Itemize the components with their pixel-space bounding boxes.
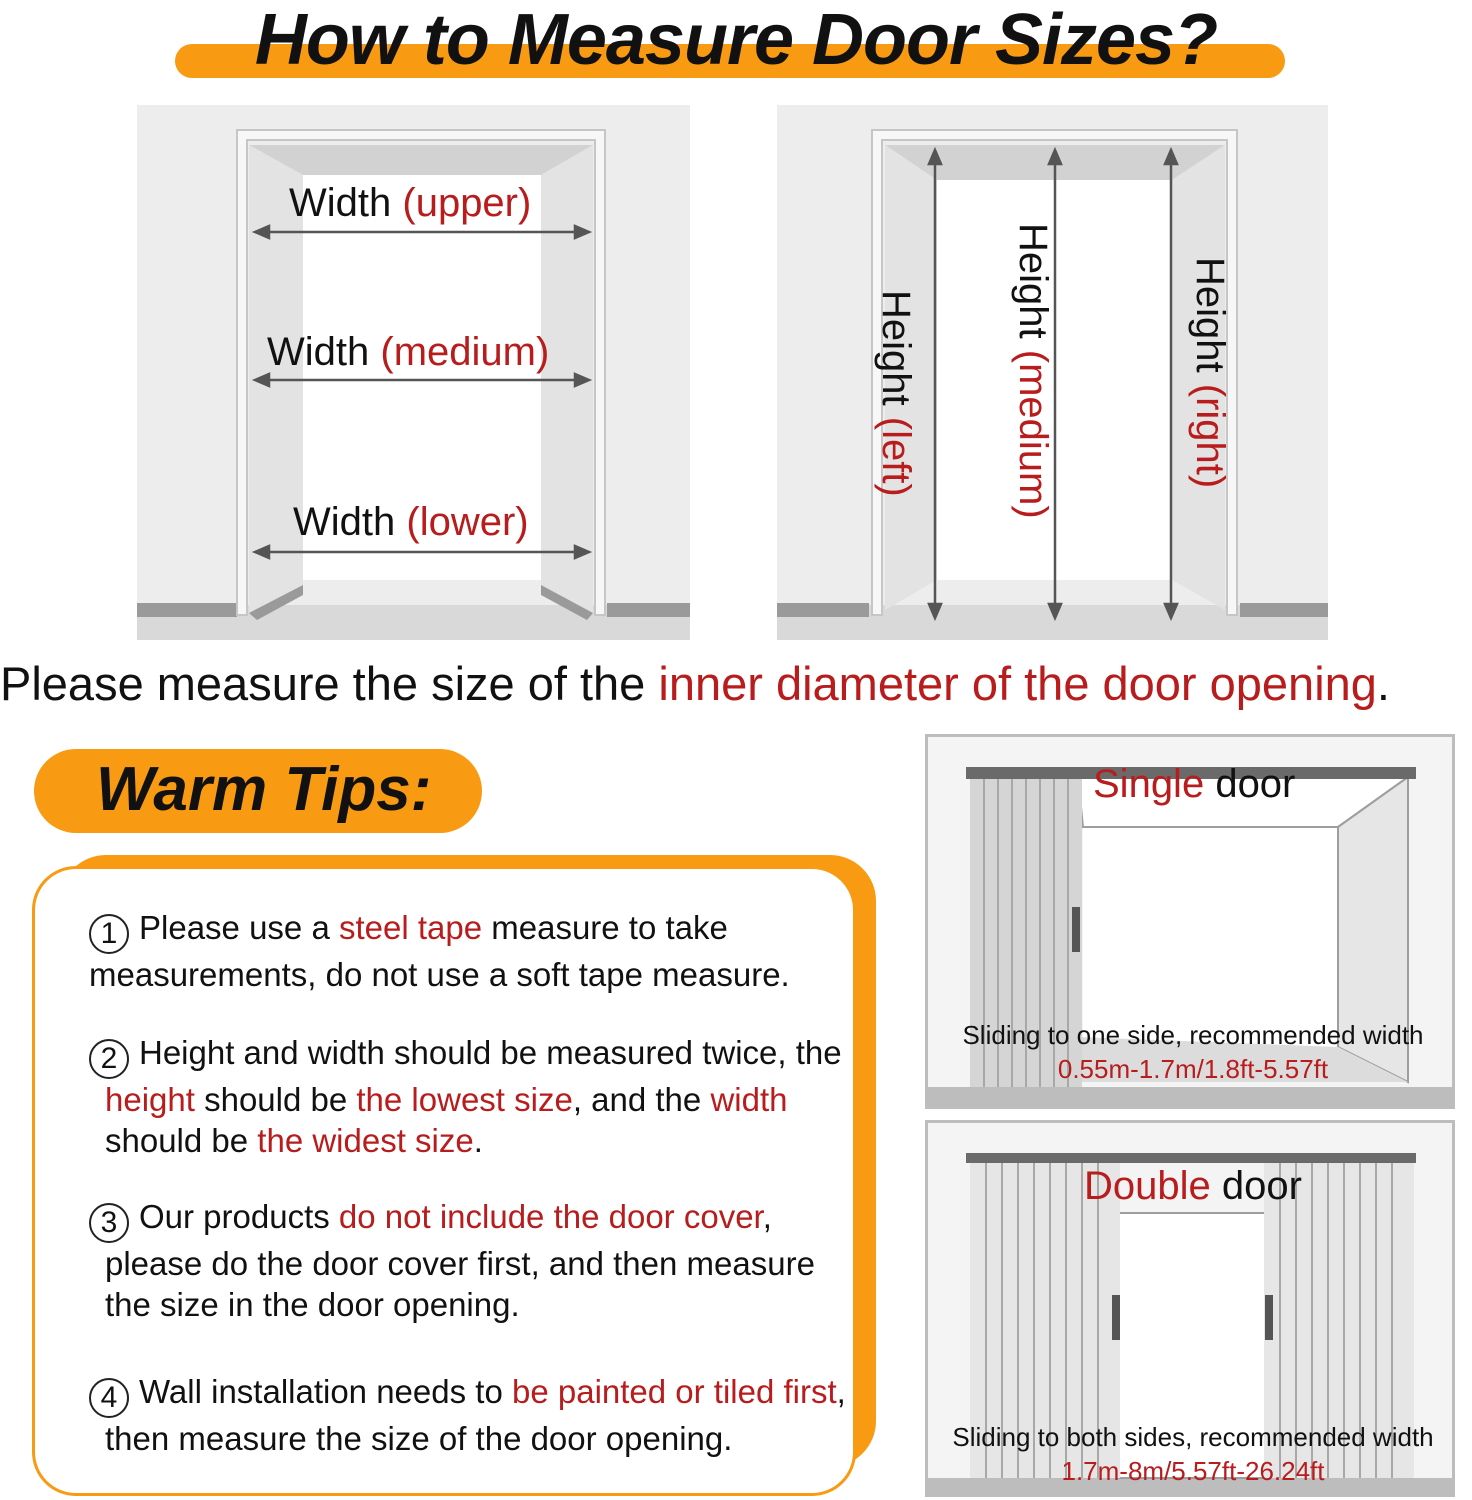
- height-right-label: Height (right): [1188, 257, 1232, 489]
- single-door-panel: [925, 734, 1455, 1109]
- height-left-label: Height (left): [874, 290, 918, 497]
- width-lower-label: Width (lower): [293, 500, 529, 544]
- measure-instruction: Please measure the size of the inner diameter of the door opening.: [0, 657, 1390, 710]
- tip-1: 1 Please use a steel tape measure to take measurements, do not use a soft tape measure.: [89, 909, 790, 993]
- single-door-width-range: 0.55m-1.7m/1.8ft-5.57ft: [1057, 1054, 1329, 1084]
- number-2-icon: 2: [89, 1039, 129, 1079]
- door-width-diagram: [137, 105, 690, 640]
- double-door-width-range: 1.7m-8m/5.57ft-26.24ft: [1061, 1456, 1325, 1486]
- tips-card: [32, 866, 856, 1496]
- number-1-icon: 1: [89, 914, 129, 954]
- number-3-icon: 3: [89, 1203, 129, 1243]
- width-medium-label: Width (medium): [267, 330, 550, 374]
- width-upper-label: Width (upper): [289, 181, 532, 225]
- single-door-title: Single door: [1093, 762, 1296, 806]
- single-door-caption: Sliding to one side, recommended width: [962, 1020, 1424, 1050]
- tip-3: 3 Our products do not include the door cover, please do the door cover first, and then measure the size in the door opening.: [89, 1196, 889, 1325]
- tip-2: 2 Height and width should be measured twice, the height should be the lowest size, and the width should be the widest size.: [89, 1032, 889, 1161]
- tip-4: 4 Wall installation needs to be painted or tiled first, then measure the size of the door opening.: [89, 1371, 889, 1459]
- double-door-title: Double door: [1084, 1164, 1302, 1208]
- double-door-caption: Sliding to both sides, recommended width: [952, 1422, 1434, 1452]
- door-height-diagram: [777, 105, 1328, 640]
- double-door-panel: [925, 1120, 1455, 1497]
- page-title: How to Measure Door Sizes?: [254, 0, 1218, 80]
- warm-tips-heading: Warm Tips:: [96, 755, 432, 824]
- height-medium-label: Height (medium): [1011, 223, 1055, 519]
- number-4-icon: 4: [89, 1378, 129, 1418]
